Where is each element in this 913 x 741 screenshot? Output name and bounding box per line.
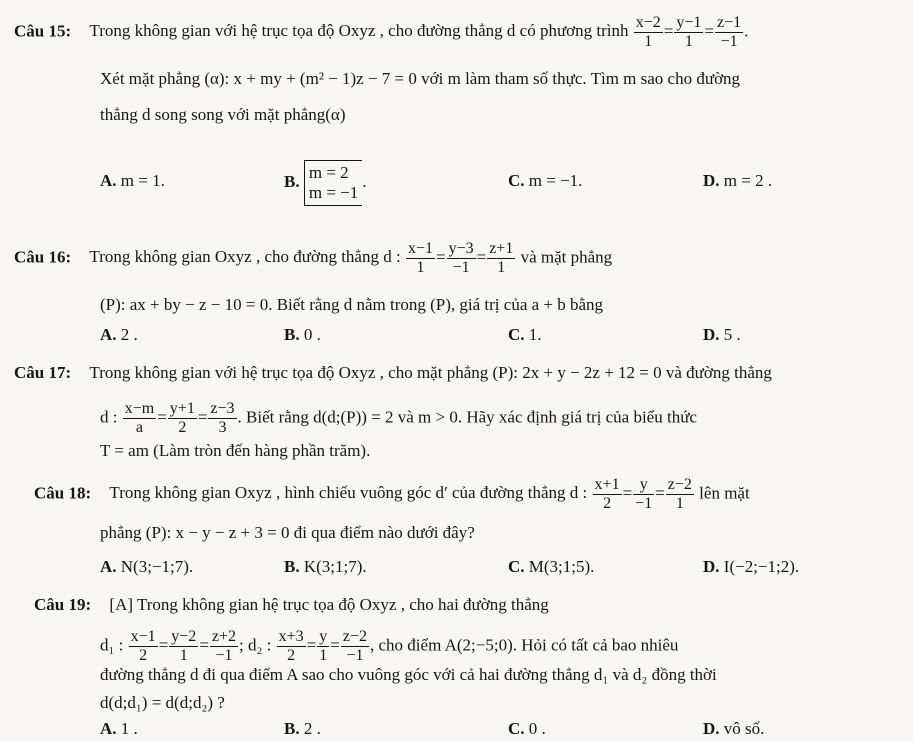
q15-option-c[interactable]: C. m = −1. bbox=[508, 171, 583, 190]
q16-option-c[interactable]: C. 1. bbox=[508, 325, 542, 344]
q18-label: Câu 18: bbox=[34, 483, 92, 503]
q16-line1: Câu 16: Trong không gian Oxyz , cho đường thẳng d : $\frac{x-1}{1}$ = $\frac{y-3}{-1}$ = $\frac{z+1}{1}$ và mặt phẳng bbox=[14, 240, 613, 276]
q19-line2: d₁ : $\frac{x-1}{2}$ = $\frac{y-2}{1}$ = $\frac{z+2}{-1}$ ; d₂ : $\frac{x+3}{2}$ = $\frac{y}{1}$ = $\frac{z-2}{-1}$ , cho điểm A(2;−5;0). Hỏi có tất cả bao nhiêu bbox=[100, 628, 679, 664]
q18-option-b[interactable]: B. K(3;1;7). bbox=[284, 557, 367, 576]
q17-frac1: $\frac{x-m}{a}$ bbox=[124, 400, 155, 436]
q17-frac2: $\frac{y+1}{2}$ bbox=[169, 400, 195, 436]
q15-option-d[interactable]: D. m = 2 . bbox=[703, 171, 773, 190]
q19-option-c[interactable]: C. 0 . bbox=[508, 719, 546, 738]
q16-frac3: $\frac{z+1}{1}$ bbox=[489, 240, 514, 276]
q15-option-b-bracket: m = 2 m = −1 bbox=[304, 160, 362, 206]
q17-line2: d : $\frac{x-m}{a}$ = $\frac{y+1}{2}$ = $\frac{z-3}{3}$ . Biết rằng d(d;(P)) = 2 và m > 0. Hãy xác định giá trị của biểu thức bbox=[100, 400, 697, 436]
q15-text: Trong không gian với hệ trục tọa độ Oxyz , cho đường thẳng d có phương trình bbox=[89, 21, 629, 41]
q19-frac2: $\frac{y-2}{1}$ bbox=[171, 628, 197, 664]
q19-line4: d(d;d₁) = d(d;d₂) ? bbox=[100, 693, 225, 712]
q19-option-b[interactable]: B. 2 . bbox=[284, 719, 321, 738]
q19-frac5: $\frac{y}{1}$ bbox=[319, 628, 328, 664]
q16-label: Câu 16: bbox=[14, 247, 72, 267]
q15-label: Câu 15: bbox=[14, 21, 72, 41]
q18-frac1: $\frac{x+1}{2}$ bbox=[594, 476, 620, 512]
q19-option-a[interactable]: A. 1 . bbox=[100, 719, 138, 738]
q19-option-d[interactable]: D. vô số. bbox=[703, 719, 765, 738]
q17-frac3: $\frac{z-3}{3}$ bbox=[210, 400, 235, 436]
q19-frac3: $\frac{z+2}{-1}$ bbox=[211, 628, 237, 664]
q15-frac2: $\frac{y-1}{1}$ bbox=[676, 14, 702, 50]
q15-line2: Xét mặt phẳng (α): x + my + (m² − 1)z − 7 = 0 với m làm tham số thực. Tìm m sao cho đường bbox=[100, 69, 741, 88]
q15-option-b[interactable]: B. m = 2 m = −1 . bbox=[284, 160, 367, 206]
q19-frac4: $\frac{x+3}{2}$ bbox=[278, 628, 304, 664]
q16-option-d[interactable]: D. 5 . bbox=[703, 325, 741, 344]
q18-line2: phẳng (P): x − y − z + 3 = 0 đi qua điểm nào dưới đây? bbox=[100, 523, 475, 542]
q18-frac3: $\frac{z-2}{1}$ bbox=[667, 476, 692, 512]
q16-frac2: $\frac{y-3}{-1}$ bbox=[448, 240, 474, 276]
q19-label: Câu 19: bbox=[34, 595, 92, 614]
q15-line1: Câu 15: Trong không gian với hệ trục tọa độ Oxyz , cho đường thẳng d có phương trình $\frac{x-2}{1}$ = $\frac{y-1}{1}$ = $\frac{z-1}{-1}$ . bbox=[14, 14, 749, 50]
q16-line2: (P): ax + by − z − 10 = 0. Biết rằng d nằm trong (P), giá trị của a + b bằng bbox=[100, 295, 604, 314]
q15-line3: thẳng d song song với mặt phẳng(α) bbox=[100, 105, 346, 124]
q17-line1: Câu 17: Trong không gian với hệ trục tọa độ Oxyz , cho mặt phẳng (P): 2x + y − 2z + 12 = 0 và đường thẳng bbox=[14, 363, 772, 382]
q16-frac1: $\frac{x-1}{1}$ bbox=[407, 240, 433, 276]
q17-line3: T = am (Làm tròn đến hàng phần trăm). bbox=[100, 441, 371, 460]
q19-frac6: $\frac{z-2}{-1}$ bbox=[342, 628, 367, 664]
q15-option-a[interactable]: A. m = 1. bbox=[100, 171, 165, 190]
q18-frac2: $\frac{y}{-1}$ bbox=[635, 476, 653, 512]
q19-line3: đường thẳng d đi qua điểm A sao cho vuông góc với cả hai đường thẳng d₁ và d₂ đồng thời bbox=[100, 665, 717, 684]
q19-frac1: $\frac{x-1}{2}$ bbox=[130, 628, 156, 664]
q17-label: Câu 17: bbox=[14, 363, 72, 382]
q16-option-a[interactable]: A. 2 . bbox=[100, 325, 138, 344]
q15-frac3: $\frac{z-1}{-1}$ bbox=[717, 14, 742, 50]
q18-option-d[interactable]: D. I(−2;−1;2). bbox=[703, 557, 800, 576]
q16-option-b[interactable]: B. 0 . bbox=[284, 325, 321, 344]
q15-frac1: $\frac{x-2}{1}$ bbox=[635, 14, 661, 50]
q18-option-a[interactable]: A. N(3;−1;7). bbox=[100, 557, 194, 576]
q19-line1: Câu 19: [A] Trong không gian hệ trục tọa độ Oxyz , cho hai đường thẳng bbox=[34, 595, 549, 614]
q18-line1: Câu 18: Trong không gian Oxyz , hình chiếu vuông góc d′ của đường thẳng d : $\frac{x+1}{2}$ = $\frac{y}{-1}$ = $\frac{z-2}{1}$ lên mặt bbox=[34, 476, 750, 512]
q18-option-c[interactable]: C. M(3;1;5). bbox=[508, 557, 595, 576]
